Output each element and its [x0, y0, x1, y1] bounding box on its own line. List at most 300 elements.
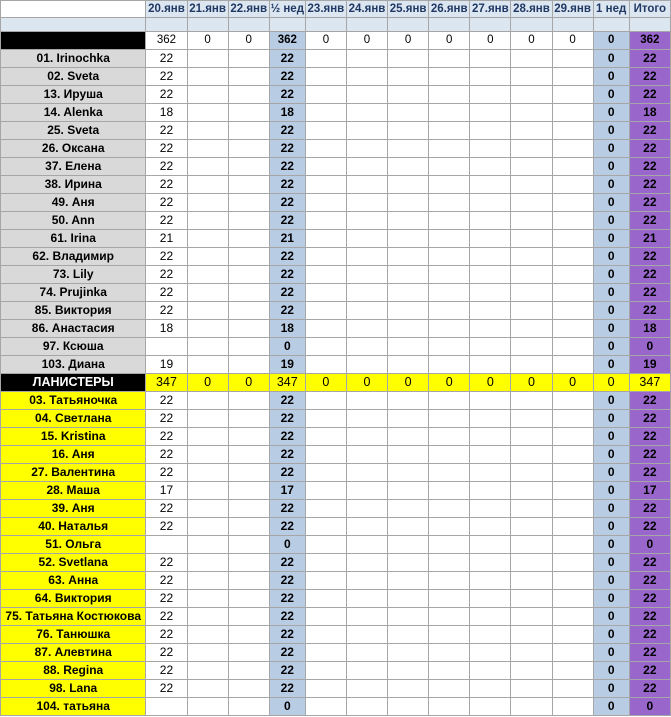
day-cell[interactable] [187, 608, 228, 626]
one-week-cell[interactable]: 0 [593, 554, 629, 572]
day-cell[interactable] [552, 140, 593, 158]
day-cell[interactable]: 21 [146, 230, 187, 248]
day-cell[interactable] [388, 572, 429, 590]
day-cell[interactable] [346, 230, 387, 248]
day-cell[interactable]: 22 [146, 248, 187, 266]
member-name-cell[interactable]: 64. Виктория [1, 590, 146, 608]
separator-cell[interactable] [1, 18, 146, 32]
team-value-cell[interactable]: 0 [429, 374, 470, 392]
member-name-cell[interactable]: 25. Sveta [1, 122, 146, 140]
day-cell[interactable] [187, 500, 228, 518]
total-cell[interactable]: 22 [629, 212, 670, 230]
half-week-cell[interactable]: 22 [269, 572, 305, 590]
day-cell[interactable] [305, 626, 346, 644]
team-value-cell[interactable]: 0 [187, 32, 228, 50]
day-cell[interactable] [187, 50, 228, 68]
day-cell[interactable]: 18 [146, 320, 187, 338]
total-cell[interactable]: 22 [629, 158, 670, 176]
separator-cell[interactable] [388, 18, 429, 32]
half-week-cell[interactable]: 18 [269, 320, 305, 338]
day-cell[interactable] [187, 626, 228, 644]
day-cell[interactable] [429, 122, 470, 140]
day-cell[interactable] [146, 536, 187, 554]
day-cell[interactable] [511, 662, 552, 680]
half-week-cell[interactable]: 22 [269, 86, 305, 104]
team-name-cell[interactable]: СТАРКИ [1, 32, 146, 50]
day-cell[interactable] [511, 320, 552, 338]
day-cell[interactable] [511, 284, 552, 302]
member-name-cell[interactable]: 85. Виктория [1, 302, 146, 320]
member-name-cell[interactable]: 76. Танюшка [1, 626, 146, 644]
day-cell[interactable]: 22 [146, 86, 187, 104]
member-name-cell[interactable]: 15. Kristina [1, 428, 146, 446]
day-cell[interactable] [305, 662, 346, 680]
day-cell[interactable] [552, 356, 593, 374]
member-name-cell[interactable]: 40. Наталья [1, 518, 146, 536]
day-cell[interactable]: 22 [146, 626, 187, 644]
day-cell[interactable]: 22 [146, 194, 187, 212]
total-cell[interactable]: 21 [629, 230, 670, 248]
day-cell[interactable] [346, 518, 387, 536]
total-cell[interactable]: 18 [629, 104, 670, 122]
day-cell[interactable] [429, 212, 470, 230]
half-week-cell[interactable]: 22 [269, 644, 305, 662]
team-value-cell[interactable]: 0 [593, 374, 629, 392]
day-cell[interactable] [470, 572, 511, 590]
day-cell[interactable] [552, 230, 593, 248]
team-value-cell[interactable]: 0 [552, 374, 593, 392]
header-cell[interactable]: 25.янв [388, 1, 429, 18]
day-cell[interactable] [228, 50, 269, 68]
day-cell[interactable] [552, 320, 593, 338]
team-name-cell[interactable]: ЛАНИСТЕРЫ [1, 374, 146, 392]
team-value-cell[interactable]: 0 [511, 374, 552, 392]
day-cell[interactable] [388, 608, 429, 626]
day-cell[interactable] [388, 86, 429, 104]
day-cell[interactable]: 18 [146, 104, 187, 122]
day-cell[interactable] [346, 266, 387, 284]
team-value-cell[interactable]: 362 [146, 32, 187, 50]
day-cell[interactable] [429, 176, 470, 194]
day-cell[interactable] [228, 140, 269, 158]
day-cell[interactable] [470, 302, 511, 320]
day-cell[interactable] [187, 392, 228, 410]
one-week-cell[interactable]: 0 [593, 518, 629, 536]
day-cell[interactable] [305, 266, 346, 284]
day-cell[interactable] [429, 410, 470, 428]
total-cell[interactable]: 22 [629, 464, 670, 482]
separator-cell[interactable] [470, 18, 511, 32]
day-cell[interactable] [187, 446, 228, 464]
day-cell[interactable] [187, 212, 228, 230]
total-cell[interactable]: 0 [629, 338, 670, 356]
day-cell[interactable] [511, 86, 552, 104]
day-cell[interactable] [552, 482, 593, 500]
day-cell[interactable] [470, 122, 511, 140]
day-cell[interactable] [228, 266, 269, 284]
day-cell[interactable] [187, 572, 228, 590]
half-week-cell[interactable]: 22 [269, 266, 305, 284]
member-name-cell[interactable]: 61. Irina [1, 230, 146, 248]
team-value-cell[interactable]: 0 [305, 32, 346, 50]
day-cell[interactable] [429, 320, 470, 338]
day-cell[interactable] [511, 158, 552, 176]
day-cell[interactable] [346, 194, 387, 212]
half-week-cell[interactable]: 22 [269, 248, 305, 266]
one-week-cell[interactable]: 0 [593, 572, 629, 590]
member-name-cell[interactable]: 28. Маша [1, 482, 146, 500]
one-week-cell[interactable]: 0 [593, 338, 629, 356]
member-name-cell[interactable]: 49. Аня [1, 194, 146, 212]
day-cell[interactable] [228, 356, 269, 374]
day-cell[interactable] [228, 698, 269, 716]
one-week-cell[interactable]: 0 [593, 410, 629, 428]
day-cell[interactable] [429, 554, 470, 572]
day-cell[interactable] [388, 626, 429, 644]
day-cell[interactable] [228, 554, 269, 572]
day-cell[interactable] [552, 338, 593, 356]
half-week-cell[interactable]: 22 [269, 176, 305, 194]
day-cell[interactable] [429, 158, 470, 176]
day-cell[interactable] [187, 536, 228, 554]
day-cell[interactable] [552, 698, 593, 716]
day-cell[interactable] [511, 590, 552, 608]
day-cell[interactable] [470, 590, 511, 608]
day-cell[interactable] [429, 644, 470, 662]
day-cell[interactable] [187, 284, 228, 302]
total-cell[interactable]: 22 [629, 644, 670, 662]
day-cell[interactable] [470, 248, 511, 266]
day-cell[interactable] [305, 140, 346, 158]
day-cell[interactable] [346, 122, 387, 140]
total-cell[interactable]: 0 [629, 536, 670, 554]
half-week-cell[interactable]: 21 [269, 230, 305, 248]
day-cell[interactable]: 22 [146, 644, 187, 662]
separator-cell[interactable] [552, 18, 593, 32]
day-cell[interactable] [228, 338, 269, 356]
member-name-cell[interactable]: 87. Алевтина [1, 644, 146, 662]
day-cell[interactable] [346, 86, 387, 104]
member-name-cell[interactable]: 27. Валентина [1, 464, 146, 482]
day-cell[interactable] [305, 122, 346, 140]
day-cell[interactable] [388, 248, 429, 266]
day-cell[interactable] [511, 410, 552, 428]
one-week-cell[interactable]: 0 [593, 86, 629, 104]
half-week-cell[interactable]: 22 [269, 662, 305, 680]
day-cell[interactable] [511, 230, 552, 248]
day-cell[interactable] [228, 446, 269, 464]
day-cell[interactable] [305, 536, 346, 554]
day-cell[interactable] [552, 554, 593, 572]
day-cell[interactable] [470, 212, 511, 230]
day-cell[interactable] [305, 572, 346, 590]
day-cell[interactable] [346, 140, 387, 158]
team-value-cell[interactable]: 0 [187, 374, 228, 392]
day-cell[interactable] [346, 68, 387, 86]
day-cell[interactable]: 22 [146, 212, 187, 230]
half-week-cell[interactable]: 17 [269, 482, 305, 500]
day-cell[interactable] [511, 608, 552, 626]
day-cell[interactable] [187, 698, 228, 716]
day-cell[interactable]: 22 [146, 662, 187, 680]
day-cell[interactable]: 22 [146, 410, 187, 428]
day-cell[interactable] [346, 698, 387, 716]
member-name-cell[interactable]: 73. Lily [1, 266, 146, 284]
day-cell[interactable] [388, 518, 429, 536]
day-cell[interactable] [429, 68, 470, 86]
day-cell[interactable] [511, 266, 552, 284]
one-week-cell[interactable]: 0 [593, 536, 629, 554]
member-name-cell[interactable]: 88. Regina [1, 662, 146, 680]
separator-cell[interactable] [305, 18, 346, 32]
separator-cell[interactable] [429, 18, 470, 32]
day-cell[interactable] [429, 140, 470, 158]
header-cell[interactable]: ½ нед [269, 1, 305, 18]
day-cell[interactable] [305, 392, 346, 410]
half-week-cell[interactable]: 22 [269, 68, 305, 86]
total-cell[interactable]: 22 [629, 554, 670, 572]
day-cell[interactable] [305, 698, 346, 716]
day-cell[interactable]: 17 [146, 482, 187, 500]
member-name-cell[interactable]: 97. Ксюша [1, 338, 146, 356]
day-cell[interactable] [228, 302, 269, 320]
half-week-cell[interactable]: 22 [269, 446, 305, 464]
day-cell[interactable] [305, 104, 346, 122]
day-cell[interactable] [429, 428, 470, 446]
day-cell[interactable] [228, 644, 269, 662]
day-cell[interactable] [187, 482, 228, 500]
day-cell[interactable] [511, 518, 552, 536]
day-cell[interactable] [187, 554, 228, 572]
day-cell[interactable] [511, 428, 552, 446]
day-cell[interactable] [346, 482, 387, 500]
day-cell[interactable] [552, 464, 593, 482]
day-cell[interactable] [511, 302, 552, 320]
team-value-cell[interactable]: 347 [629, 374, 670, 392]
day-cell[interactable] [552, 392, 593, 410]
day-cell[interactable] [429, 446, 470, 464]
day-cell[interactable] [552, 248, 593, 266]
day-cell[interactable] [470, 662, 511, 680]
day-cell[interactable] [429, 356, 470, 374]
one-week-cell[interactable]: 0 [593, 500, 629, 518]
one-week-cell[interactable]: 0 [593, 50, 629, 68]
day-cell[interactable] [552, 410, 593, 428]
total-cell[interactable]: 22 [629, 122, 670, 140]
day-cell[interactable] [305, 86, 346, 104]
day-cell[interactable] [470, 68, 511, 86]
day-cell[interactable] [470, 230, 511, 248]
day-cell[interactable] [429, 50, 470, 68]
day-cell[interactable] [388, 662, 429, 680]
half-week-cell[interactable]: 22 [269, 518, 305, 536]
day-cell[interactable] [305, 428, 346, 446]
day-cell[interactable] [346, 158, 387, 176]
day-cell[interactable] [228, 122, 269, 140]
day-cell[interactable] [228, 608, 269, 626]
member-name-cell[interactable]: 26. Оксана [1, 140, 146, 158]
total-cell[interactable]: 22 [629, 248, 670, 266]
day-cell[interactable] [470, 644, 511, 662]
team-value-cell[interactable]: 347 [146, 374, 187, 392]
day-cell[interactable] [552, 626, 593, 644]
day-cell[interactable] [470, 338, 511, 356]
day-cell[interactable] [388, 428, 429, 446]
day-cell[interactable] [470, 428, 511, 446]
day-cell[interactable] [346, 644, 387, 662]
total-cell[interactable]: 22 [629, 68, 670, 86]
separator-cell[interactable] [187, 18, 228, 32]
one-week-cell[interactable]: 0 [593, 158, 629, 176]
day-cell[interactable]: 22 [146, 554, 187, 572]
day-cell[interactable] [470, 518, 511, 536]
day-cell[interactable] [187, 68, 228, 86]
day-cell[interactable] [187, 266, 228, 284]
day-cell[interactable]: 22 [146, 500, 187, 518]
day-cell[interactable]: 19 [146, 356, 187, 374]
day-cell[interactable] [228, 284, 269, 302]
day-cell[interactable] [511, 50, 552, 68]
member-name-cell[interactable]: 98. Lana [1, 680, 146, 698]
one-week-cell[interactable]: 0 [593, 212, 629, 230]
member-name-cell[interactable]: 01. Irinochka [1, 50, 146, 68]
day-cell[interactable] [187, 140, 228, 158]
team-value-cell[interactable]: 0 [346, 374, 387, 392]
day-cell[interactable] [511, 212, 552, 230]
day-cell[interactable]: 22 [146, 590, 187, 608]
day-cell[interactable] [346, 302, 387, 320]
day-cell[interactable] [187, 194, 228, 212]
day-cell[interactable] [228, 158, 269, 176]
member-name-cell[interactable]: 03. Татьяночка [1, 392, 146, 410]
day-cell[interactable] [346, 212, 387, 230]
day-cell[interactable] [346, 392, 387, 410]
day-cell[interactable] [470, 194, 511, 212]
day-cell[interactable] [228, 68, 269, 86]
member-name-cell[interactable]: 02. Sveta [1, 68, 146, 86]
day-cell[interactable] [552, 572, 593, 590]
team-value-cell[interactable]: 0 [429, 32, 470, 50]
day-cell[interactable] [187, 356, 228, 374]
total-cell[interactable]: 22 [629, 446, 670, 464]
half-week-cell[interactable]: 22 [269, 428, 305, 446]
half-week-cell[interactable]: 0 [269, 338, 305, 356]
day-cell[interactable] [552, 536, 593, 554]
header-cell[interactable]: 26.янв [429, 1, 470, 18]
day-cell[interactable] [187, 248, 228, 266]
total-cell[interactable]: 22 [629, 428, 670, 446]
day-cell[interactable] [146, 338, 187, 356]
total-cell[interactable]: 22 [629, 50, 670, 68]
member-name-cell[interactable]: 39. Аня [1, 500, 146, 518]
one-week-cell[interactable]: 0 [593, 464, 629, 482]
day-cell[interactable] [429, 518, 470, 536]
day-cell[interactable]: 22 [146, 392, 187, 410]
half-week-cell[interactable]: 22 [269, 392, 305, 410]
day-cell[interactable] [187, 302, 228, 320]
day-cell[interactable] [470, 86, 511, 104]
total-cell[interactable]: 19 [629, 356, 670, 374]
day-cell[interactable] [429, 230, 470, 248]
day-cell[interactable] [511, 176, 552, 194]
member-name-cell[interactable]: 52. Svetlana [1, 554, 146, 572]
day-cell[interactable] [552, 212, 593, 230]
day-cell[interactable] [511, 140, 552, 158]
one-week-cell[interactable]: 0 [593, 176, 629, 194]
day-cell[interactable] [228, 590, 269, 608]
half-week-cell[interactable]: 18 [269, 104, 305, 122]
one-week-cell[interactable]: 0 [593, 428, 629, 446]
half-week-cell[interactable]: 22 [269, 464, 305, 482]
day-cell[interactable] [470, 698, 511, 716]
day-cell[interactable] [228, 518, 269, 536]
total-cell[interactable]: 22 [629, 518, 670, 536]
total-cell[interactable]: 22 [629, 140, 670, 158]
day-cell[interactable] [429, 482, 470, 500]
day-cell[interactable] [470, 356, 511, 374]
half-week-cell[interactable]: 0 [269, 698, 305, 716]
day-cell[interactable] [305, 212, 346, 230]
day-cell[interactable] [305, 500, 346, 518]
day-cell[interactable] [187, 464, 228, 482]
day-cell[interactable] [470, 536, 511, 554]
day-cell[interactable] [511, 68, 552, 86]
total-cell[interactable]: 18 [629, 320, 670, 338]
day-cell[interactable]: 22 [146, 680, 187, 698]
day-cell[interactable] [346, 104, 387, 122]
half-week-cell[interactable]: 22 [269, 122, 305, 140]
day-cell[interactable] [552, 86, 593, 104]
day-cell[interactable] [552, 662, 593, 680]
day-cell[interactable]: 22 [146, 266, 187, 284]
day-cell[interactable] [511, 104, 552, 122]
day-cell[interactable] [346, 500, 387, 518]
day-cell[interactable]: 22 [146, 122, 187, 140]
day-cell[interactable] [187, 86, 228, 104]
day-cell[interactable] [228, 572, 269, 590]
day-cell[interactable]: 22 [146, 572, 187, 590]
day-cell[interactable] [511, 446, 552, 464]
day-cell[interactable] [305, 518, 346, 536]
team-value-cell[interactable]: 362 [629, 32, 670, 50]
member-name-cell[interactable]: 104. татьяна [1, 698, 146, 716]
day-cell[interactable] [470, 266, 511, 284]
day-cell[interactable] [511, 500, 552, 518]
half-week-cell[interactable]: 22 [269, 554, 305, 572]
day-cell[interactable] [228, 194, 269, 212]
day-cell[interactable] [470, 680, 511, 698]
team-value-cell[interactable]: 0 [470, 374, 511, 392]
day-cell[interactable] [228, 320, 269, 338]
day-cell[interactable] [552, 680, 593, 698]
day-cell[interactable] [346, 320, 387, 338]
one-week-cell[interactable]: 0 [593, 230, 629, 248]
day-cell[interactable] [429, 698, 470, 716]
member-name-cell[interactable]: 50. Ann [1, 212, 146, 230]
team-value-cell[interactable]: 347 [269, 374, 305, 392]
day-cell[interactable] [346, 626, 387, 644]
half-week-cell[interactable]: 22 [269, 680, 305, 698]
member-name-cell[interactable]: 75. Татьяна Костюкова [1, 608, 146, 626]
day-cell[interactable] [305, 50, 346, 68]
day-cell[interactable] [146, 698, 187, 716]
member-name-cell[interactable]: 04. Светлана [1, 410, 146, 428]
day-cell[interactable] [187, 518, 228, 536]
day-cell[interactable] [305, 608, 346, 626]
day-cell[interactable] [346, 428, 387, 446]
half-week-cell[interactable]: 22 [269, 158, 305, 176]
day-cell[interactable] [187, 410, 228, 428]
